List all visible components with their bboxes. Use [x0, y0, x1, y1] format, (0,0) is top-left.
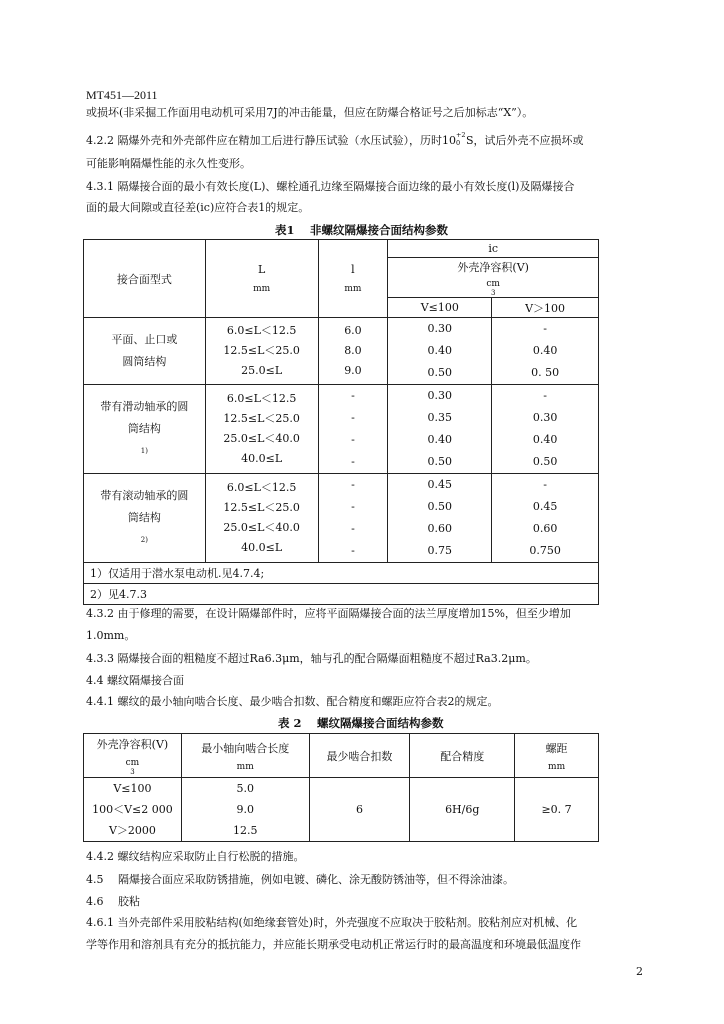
table1-header-L: L mm: [205, 240, 318, 318]
page-number: 2: [636, 965, 643, 978]
paragraph: 1.0mm。: [86, 629, 136, 642]
paragraph: 面的最大间隙或直径差(ic)应符合表1的规定。: [86, 201, 310, 214]
table2-fit-cell: 6H/6g: [410, 778, 515, 842]
standard-number: MT451—2011: [86, 88, 158, 102]
table1-v1-cell: 0.45 0.50 0.60 0.75: [388, 474, 492, 563]
table1-header-v-gt-100: V＞100: [492, 298, 599, 318]
table-row: [84, 778, 599, 842]
table2-header-pitch: 螺距 mm: [515, 734, 599, 778]
table1-l-cell: - - - -: [318, 385, 388, 474]
paragraph-4-3-1: 4.3.1 隔爆接合面的最小有效长度(L)、螺栓通孔边缘至隔爆接合面边缘的最小有效长度(l)及隔爆接合: [86, 180, 575, 193]
table1-header-ic: ic: [388, 240, 599, 258]
table1-caption: 表1 非螺纹隔爆接合面结构参数: [275, 223, 449, 237]
table1-header-volume: 外壳净容积(V) cm 3: [388, 258, 599, 298]
table1-v2-cell: - 0.45 0.60 0.750: [492, 474, 599, 563]
paragraph-4-3-2: 4.3.2 由于修理的需要，在设计隔爆部件时，应将平面隔爆接合面的法兰厚度增加15%，但至少增加: [86, 607, 571, 620]
table1-L-cell: 6.0≤L＜12.5 12.5≤L＜25.0 25.0≤L: [205, 318, 318, 385]
table1-header-l: l mm: [318, 240, 388, 318]
table1-type-cell: 平面、止口或 圆筒结构: [84, 318, 206, 385]
table2-volume-cell: V≤100 100＜V≤2 000 V＞2000: [84, 778, 182, 842]
table2-header-turns: 最少啮合扣数: [309, 734, 410, 778]
paragraph: 学等作用和溶剂具有充分的抵抗能力，并应能长期承受电动机正常运行时的最高温度和环境最低温度作: [86, 938, 581, 951]
table2-length-cell: 5.0 9.0 12.5: [181, 778, 309, 842]
paragraph-4-2-2: 4.2.2 隔爆外壳和外壳部件应在精加工后进行静压试验（水压试验），历时10 +2 0 S，试后外壳不应损坏或: [86, 131, 584, 147]
table1-l-cell: 6.0 8.0 9.0: [318, 318, 388, 385]
table1-L-cell: 6.0≤L＜12.5 12.5≤L＜25.0 25.0≤L＜40.0 40.0≤L: [205, 385, 318, 474]
section-heading-4-4: 4.4 螺纹隔爆接合面: [86, 674, 184, 687]
table2-caption: 表 2 螺纹隔爆接合面结构参数: [278, 716, 444, 730]
table2-pitch-cell: ≥0. 7: [515, 778, 599, 842]
table1-header-v-le-100: V≤100: [388, 298, 492, 318]
table1-L-cell: 6.0≤L＜12.5 12.5≤L＜25.0 25.0≤L＜40.0 40.0≤L: [205, 474, 318, 563]
paragraph-4-4-1: 4.4.1 螺纹的最小轴向啮合长度、最少啮合扣数、配合精度和螺距应符合表2的规定。: [86, 695, 499, 708]
table-row: [84, 385, 599, 474]
paragraph-4-6-1: 4.6.1 当外壳部件采用胶粘结构(如绝缘套管处)时，外壳强度不应取决于胶粘剂。胶粘剂应对机械、化: [86, 916, 578, 929]
table1-l-cell: - - - -: [318, 474, 388, 563]
table1-header-type: 接合面型式: [84, 240, 206, 318]
table1-v1-cell: 0.30 0.35 0.40 0.50: [388, 385, 492, 474]
table1-v2-cell: - 0.30 0.40 0.50: [492, 385, 599, 474]
table2-turns-cell: 6: [309, 778, 410, 842]
table1-type-cell: 带有滑动轴承的圆 筒结构 1): [84, 385, 206, 474]
section-heading-4-6: 4.6 胶粘: [86, 895, 140, 908]
table1-type-cell: 带有滚动轴承的圆 筒结构 2): [84, 474, 206, 563]
table1-note-1: 1）仅适用于潜水泵电动机.见4.7.4;: [84, 563, 599, 584]
table2-header-volume: 外壳净容积(V) cm 3: [84, 734, 182, 778]
table1: [83, 239, 599, 605]
paragraph-4-3-3: 4.3.3 隔爆接合面的粗糙度不超过Ra6.3μm，轴与孔的配合隔爆面粗糙度不超过Ra3.2μm。: [86, 652, 537, 665]
paragraph: 可能影响隔爆性能的永久性变形。: [86, 157, 251, 170]
table2-header-fit: 配合精度: [410, 734, 515, 778]
paragraph-4-4-2: 4.4.2 螺纹结构应采取防止自行松脱的措施。: [86, 850, 305, 863]
paragraph: 或损坏(非采掘工作面用电动机可采用7J的冲击能量，但应在防爆合格证号之后加标志“X”）。: [86, 106, 534, 119]
table1-v1-cell: 0.30 0.40 0.50: [388, 318, 492, 385]
table1-note-2: 2）见4.7.3: [84, 584, 599, 605]
table-row: [84, 318, 599, 385]
table-row: [84, 474, 599, 563]
table2-header-length: 最小轴向啮合长度 mm: [181, 734, 309, 778]
table2: [83, 733, 599, 842]
paragraph-4-5: 4.5 隔爆接合面应采取防锈措施，例如电镀、磷化、涂无酸防锈油等，但不得涂油漆。: [86, 873, 514, 886]
table1-v2-cell: - 0.40 0. 50: [492, 318, 599, 385]
